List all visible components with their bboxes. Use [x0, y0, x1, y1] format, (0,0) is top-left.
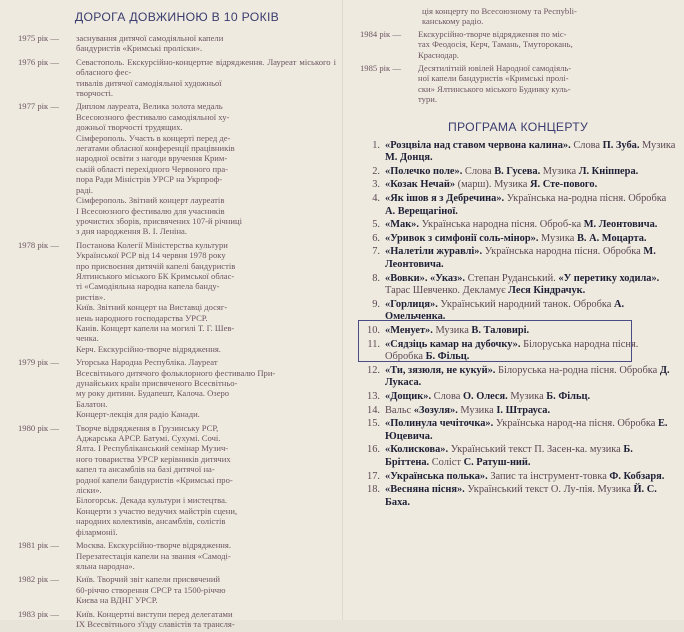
history-line: Києва на ВДНГ УРСР.	[76, 595, 158, 606]
history-text	[418, 63, 676, 105]
program-number: 12.	[367, 364, 380, 376]
history-line: Київ. Звітний концерт на Виставці досяг-	[76, 302, 228, 313]
program-plain: Музика	[538, 232, 577, 244]
program-text	[385, 193, 676, 218]
history-line: ски» Ялтинського міського Будинку куль-	[418, 83, 571, 94]
program-text	[385, 405, 676, 418]
program-highlight: «Мак».	[385, 219, 419, 231]
program-highlight: А. Верещагіної.	[385, 205, 458, 217]
program-highlight: М. Донця.	[385, 152, 433, 164]
program-plain: Тарас Шевченко.	[385, 285, 461, 297]
history-line: пора Ради Міністрів УРСР на Укрпроф-	[76, 174, 223, 185]
program-plain: Білоруська на-	[495, 364, 563, 376]
program-highlight: Е. Юцевича.	[385, 418, 668, 442]
program-highlight: «Полечко поле».	[385, 165, 463, 177]
history-year: 1983 рік —	[18, 608, 59, 619]
program-plain: ка. музика	[575, 444, 624, 456]
history-entry	[18, 101, 336, 236]
program-highlight: А. Омельченка.	[385, 298, 625, 323]
program-highlight: Ф. Кобзаря.	[609, 470, 665, 482]
program-text	[385, 140, 676, 165]
program-plain: Степан Руданський.	[465, 272, 556, 284]
program-highlight: О. Олеся.	[462, 390, 508, 402]
program-highlight: Б. Фільц.	[546, 390, 591, 402]
history-entry	[18, 540, 336, 571]
program-text	[385, 444, 676, 469]
program-text	[385, 233, 676, 246]
history-entry	[360, 29, 676, 60]
program-highlight: «Українська полька».	[385, 470, 488, 482]
history-line: Концерти з участю ведучих майстрів сцени,	[76, 505, 238, 516]
program-plain: Слова	[462, 165, 495, 177]
history-year: 1978 рік —	[18, 239, 59, 250]
program-text	[385, 273, 676, 298]
program-plain: родна пісня. Обробка	[571, 193, 667, 205]
program-item	[360, 246, 676, 271]
history-entry	[18, 240, 336, 354]
program-plain: Слова	[570, 139, 603, 151]
program-number: 14.	[367, 404, 380, 416]
history-line: Сімферополь. Звітний концерт лауреатів	[76, 195, 225, 206]
program-plain: Вальс	[385, 404, 414, 416]
program-highlight: П. Зуба.	[602, 139, 640, 151]
history-line: Севастополь. Екскурсійно-концертне відрядження. Лауреат міського і обласного фес-	[76, 56, 336, 78]
history-line: Десятилітній ювілей Народної самодіяль-	[418, 63, 572, 74]
program-plain: товка	[582, 470, 610, 482]
program-highlight: «Уривок з симфонії соль-мінор».	[385, 232, 539, 244]
program-highlight: «Налетіли журавлі».	[385, 246, 483, 258]
history-line: з дня народження В. І. Леніна.	[76, 226, 188, 237]
program-highlight: «Горлиця».	[385, 298, 438, 310]
program-highlight: Б. Бріттена.	[385, 444, 633, 468]
program-highlight: Д. Лукаса.	[385, 364, 670, 389]
history-line: філармонії.	[76, 526, 118, 537]
program-number: 16.	[367, 444, 380, 456]
history-year: 1979 рік —	[18, 357, 59, 368]
history-line: Диплом лауреата, Велика золота медаль	[76, 101, 223, 112]
history-line: Угорська Народна Республіка. Лауреат	[76, 357, 218, 368]
program-plain: народна пісня. Обробка	[385, 338, 639, 363]
program-item	[360, 471, 676, 484]
history-line: тах Феодосія, Керч, Тамань, Тмуторокань,	[418, 39, 573, 50]
program-number: 1.	[372, 139, 380, 151]
program-item	[360, 418, 676, 443]
program-highlight: «Зозуля».	[413, 404, 458, 416]
program-highlight: Б. Фільц.	[425, 351, 470, 363]
program-highlight: «Козак Нечай»	[385, 179, 456, 191]
program-highlight: Й. С. Баха.	[385, 484, 657, 508]
history-text	[76, 357, 336, 419]
history-line: Перезатестація капели на звання «Самоді-	[76, 550, 231, 561]
history-line: ція концерту по Всесоюзному та Респуblі-	[422, 6, 577, 16]
program-highlight: М. Леонтовича.	[583, 219, 658, 231]
program-number: 6.	[372, 232, 380, 244]
history-line: капел та ансамблів на базі дитячої на-	[76, 464, 215, 475]
program-highlight: В. Таловирі.	[471, 324, 530, 336]
history-line: дожньої творчості трудящих.	[76, 122, 183, 133]
program-text	[385, 219, 676, 232]
history-year: 1976 рік —	[18, 56, 59, 67]
program-highlight: «Колискова».	[385, 444, 449, 456]
program-item	[360, 233, 676, 246]
program-number: 2.	[372, 165, 380, 177]
history-line: Київ. Концертні виступи перед делегатами	[76, 608, 233, 619]
program-number: 8.	[372, 272, 380, 284]
history-line: канському радіо.	[422, 16, 484, 27]
history-line: Канів. Концерт капели на могилі Т. Г. Шев-	[76, 322, 235, 333]
history-line: Краснодар.	[418, 49, 459, 60]
history-line: ській області перехідного Червоного пра-	[76, 163, 229, 174]
history-year: 1975 рік —	[18, 33, 59, 43]
center-fold	[342, 0, 344, 620]
program-highlight: «Розцвіла над ставом червона калина».	[385, 139, 571, 151]
history-line: яльна народна».	[76, 560, 135, 571]
history-line: Москва. Екскурсійно-творче відрядження.	[76, 540, 232, 551]
history-line: Екскурсійно-творче відрядження по міс-	[418, 28, 567, 39]
history-line: тури.	[418, 94, 437, 105]
history-line: Творче відрядження в Грузинську РСР,	[76, 422, 219, 433]
history-line: І Всесоюзного фестивалю для учасників	[76, 205, 225, 216]
history-line: дунайських країн присвяченого Всесвітньо-	[76, 378, 238, 388]
program-plain: Обробка	[573, 298, 614, 310]
program-plain: пісня. Обробка	[574, 246, 644, 258]
history-year: 1984 рік —	[360, 28, 401, 39]
history-line: Балатон.	[76, 398, 108, 409]
program-number: 5.	[372, 219, 380, 231]
history-line: бандуристів «Кримські проліски».	[76, 43, 203, 54]
program-plain: Слова	[431, 390, 463, 402]
program-highlight: Леся Кіндрачук.	[508, 285, 586, 297]
program-plain: родна пісня. Обробка	[562, 364, 660, 376]
program-plain: Українська на-	[504, 193, 572, 205]
history-entry	[18, 423, 336, 537]
history-line: народної освіти з нагоди вручення Крим-	[76, 153, 228, 164]
program-item	[360, 444, 676, 469]
history-line: ченка.	[76, 333, 99, 344]
history-year: 1980 рік —	[18, 422, 59, 433]
history-line: Ялтинського міського БК Кримської облас-	[76, 270, 235, 281]
program-item	[360, 140, 676, 165]
program-plain: Білоруська	[520, 338, 575, 350]
history-entry	[18, 57, 336, 99]
program-highlight: Л. Кніппера.	[578, 165, 639, 177]
history-entry	[18, 33, 336, 54]
program-highlight: «Вовки». «Указ».	[385, 272, 465, 284]
program-highlight: «Ти, зязюля, не кукуй».	[385, 364, 496, 376]
program-plain: Музика	[639, 139, 676, 151]
history-text	[76, 33, 336, 54]
history-entry	[18, 574, 336, 605]
program-number: 11.	[367, 338, 380, 350]
program-plain: Український текст П. Засен-	[448, 444, 576, 456]
program-plain: Музика	[432, 324, 472, 336]
program-plain: Український народний танок.	[437, 298, 574, 310]
program-item	[360, 484, 676, 509]
history-text	[76, 609, 336, 630]
history-text	[76, 423, 336, 537]
history-title: ДОРОГА ДОВЖИНОЮ В 10 РОКІВ	[74, 10, 280, 24]
highlight-box	[358, 320, 632, 362]
program-number: 3.	[372, 179, 380, 191]
program-text	[385, 179, 676, 192]
program-highlight: Я. Сте-	[530, 179, 564, 191]
history-line: раді.	[76, 184, 94, 195]
history-list	[18, 33, 336, 632]
program-text	[385, 391, 676, 404]
history-line: ті «Самодіяльна народна капела банду-	[76, 281, 220, 292]
history-year: 1985 рік —	[360, 63, 401, 74]
program-text	[385, 471, 676, 484]
program-number: 17.	[367, 470, 380, 482]
program-plain: Музика	[540, 165, 579, 177]
history-line: Київ. Творчий звіт капели присвячений	[76, 574, 221, 585]
history-text	[76, 57, 336, 99]
program-plain: Українська народ-	[493, 418, 577, 430]
program-highlight: «Менует».	[385, 324, 433, 336]
history-text	[76, 574, 336, 605]
program-plain: пія. Музика	[579, 484, 634, 496]
history-text	[76, 101, 336, 236]
history-line: Ялта. І Республіканський семінар Музич-	[76, 443, 229, 454]
program-highlight: В. А. Моцарта.	[576, 232, 647, 244]
program-text	[385, 365, 676, 390]
program-item	[360, 166, 676, 179]
program-plain: ка	[571, 219, 584, 231]
history-line: тивалів дитячої самодіяльної художньої	[76, 77, 222, 88]
program-item	[360, 193, 676, 218]
program-item	[360, 405, 676, 418]
program-highlight: «Весняна пісня».	[385, 484, 465, 496]
program-text	[385, 418, 676, 443]
history-year: 1982 рік —	[18, 574, 59, 585]
history-line: ної капели бандуристів «Кримські пролі-	[418, 73, 569, 84]
program-highlight: І. Штрауса.	[496, 404, 551, 416]
history-entry	[360, 63, 676, 105]
program-number: 18.	[367, 484, 380, 496]
program-plain: на пісня. Обробка	[576, 418, 658, 430]
program-highlight: С. Ратуш-	[463, 456, 510, 468]
program-number: 4.	[372, 193, 380, 205]
program-plain: (марш). Музика	[455, 179, 531, 191]
history-line: родної капели бандуристів «Кримські про-	[76, 474, 233, 485]
program-plain: Українська народна пісня. Оброб-	[418, 219, 572, 231]
history-line: му року дитини. Будапешт, Калоча. Озеро	[76, 388, 230, 399]
history-list-continued	[360, 29, 676, 108]
history-year: 1981 рік —	[18, 540, 59, 551]
program-highlight: «Полинула чечіточка».	[385, 418, 494, 430]
program-item	[360, 391, 676, 404]
program-item	[360, 273, 676, 298]
history-continuation	[360, 6, 676, 27]
program-number: 7.	[372, 246, 380, 258]
program-plain: Українська народна	[482, 246, 575, 258]
history-entry	[18, 357, 336, 419]
history-text	[418, 29, 676, 60]
history-line: Всесвітнього дитячого фольклорного фестивалю При-	[76, 367, 276, 378]
history-line: народних колективів, ансамблів, солістів	[76, 516, 226, 527]
history-line: ристів».	[76, 291, 106, 302]
program-text	[385, 166, 676, 179]
history-text	[76, 240, 336, 354]
program-number: 9.	[372, 298, 380, 310]
history-line: творчості.	[76, 88, 114, 99]
history-line: ліски».	[76, 485, 102, 496]
program-plain: Музика	[457, 404, 497, 416]
program-plain: Запис та інструмент-	[487, 470, 583, 482]
program-highlight: «Як ішов я з Дебречина».	[385, 193, 505, 205]
program-item	[360, 179, 676, 192]
program-text	[385, 484, 676, 509]
history-line: 60-річчю створення СРСР та 1500-річчю	[76, 584, 226, 595]
history-line: Білогорськ. Декада культури і мистецтва.	[76, 495, 228, 506]
program-text	[385, 246, 676, 271]
history-line: Української РСР від 14 червня 1978 року	[76, 250, 226, 261]
history-line: Концерт-лекція для радіо Канади.	[76, 409, 200, 420]
history-line: легатами обласної конференції працівників	[76, 143, 235, 154]
history-line: IX Всесвітнього з'їзду славістів та трансля-	[76, 618, 235, 629]
history-line: Аджарська АРСР. Батумі. Сухумі. Сочі.	[76, 433, 221, 444]
history-year: 1977 рік —	[18, 101, 59, 112]
program-plain: Декламує	[460, 285, 509, 297]
history-entry	[18, 609, 336, 630]
history-line: Всесоюзного фестивалю самодіяльної ху-	[76, 111, 230, 122]
program-plain: Соліст	[429, 456, 464, 468]
history-line: нень народного господарства УРСР.	[76, 312, 208, 323]
program-highlight: пового.	[563, 179, 598, 191]
history-text	[76, 540, 336, 571]
program-highlight: «Дощик».	[385, 390, 432, 402]
program-plain: Український текст О. Лу-	[464, 484, 580, 496]
program-highlight: М. Леонтовича.	[385, 246, 656, 270]
program-plain: Музика	[507, 390, 547, 402]
program-highlight: «У перетику ходила».	[555, 272, 660, 284]
program-highlight: ний.	[509, 456, 531, 468]
history-line: Керч. Екскурсійно-творче відрядження.	[76, 343, 221, 354]
history-line: Сімферополь. Участь в концерті перед де-	[76, 132, 231, 143]
program-highlight: В. Гусева.	[494, 165, 541, 177]
left-page	[18, 10, 336, 632]
history-line: ного товариства УРСР керівників дитячих	[76, 453, 231, 464]
history-line: Постанова Колегії Міністерства культури	[76, 239, 228, 250]
program-item	[360, 365, 676, 390]
history-line: заснування дитячої самодіяльної капели	[76, 33, 224, 43]
program-highlight: «Сядзіць камар на дубочку».	[385, 338, 521, 350]
history-line: урочистих зборів, присвячених 107-й річниці	[76, 215, 242, 226]
program-number: 13.	[367, 390, 380, 402]
program-number: 15.	[367, 418, 380, 430]
history-line: про присвоєння дитячій капелі бандуристів	[76, 260, 236, 271]
right-page	[360, 6, 676, 510]
program-title: ПРОГРАМА КОНЦЕРТУ	[447, 119, 589, 134]
program-number: 10.	[367, 324, 380, 336]
program-item	[360, 219, 676, 232]
